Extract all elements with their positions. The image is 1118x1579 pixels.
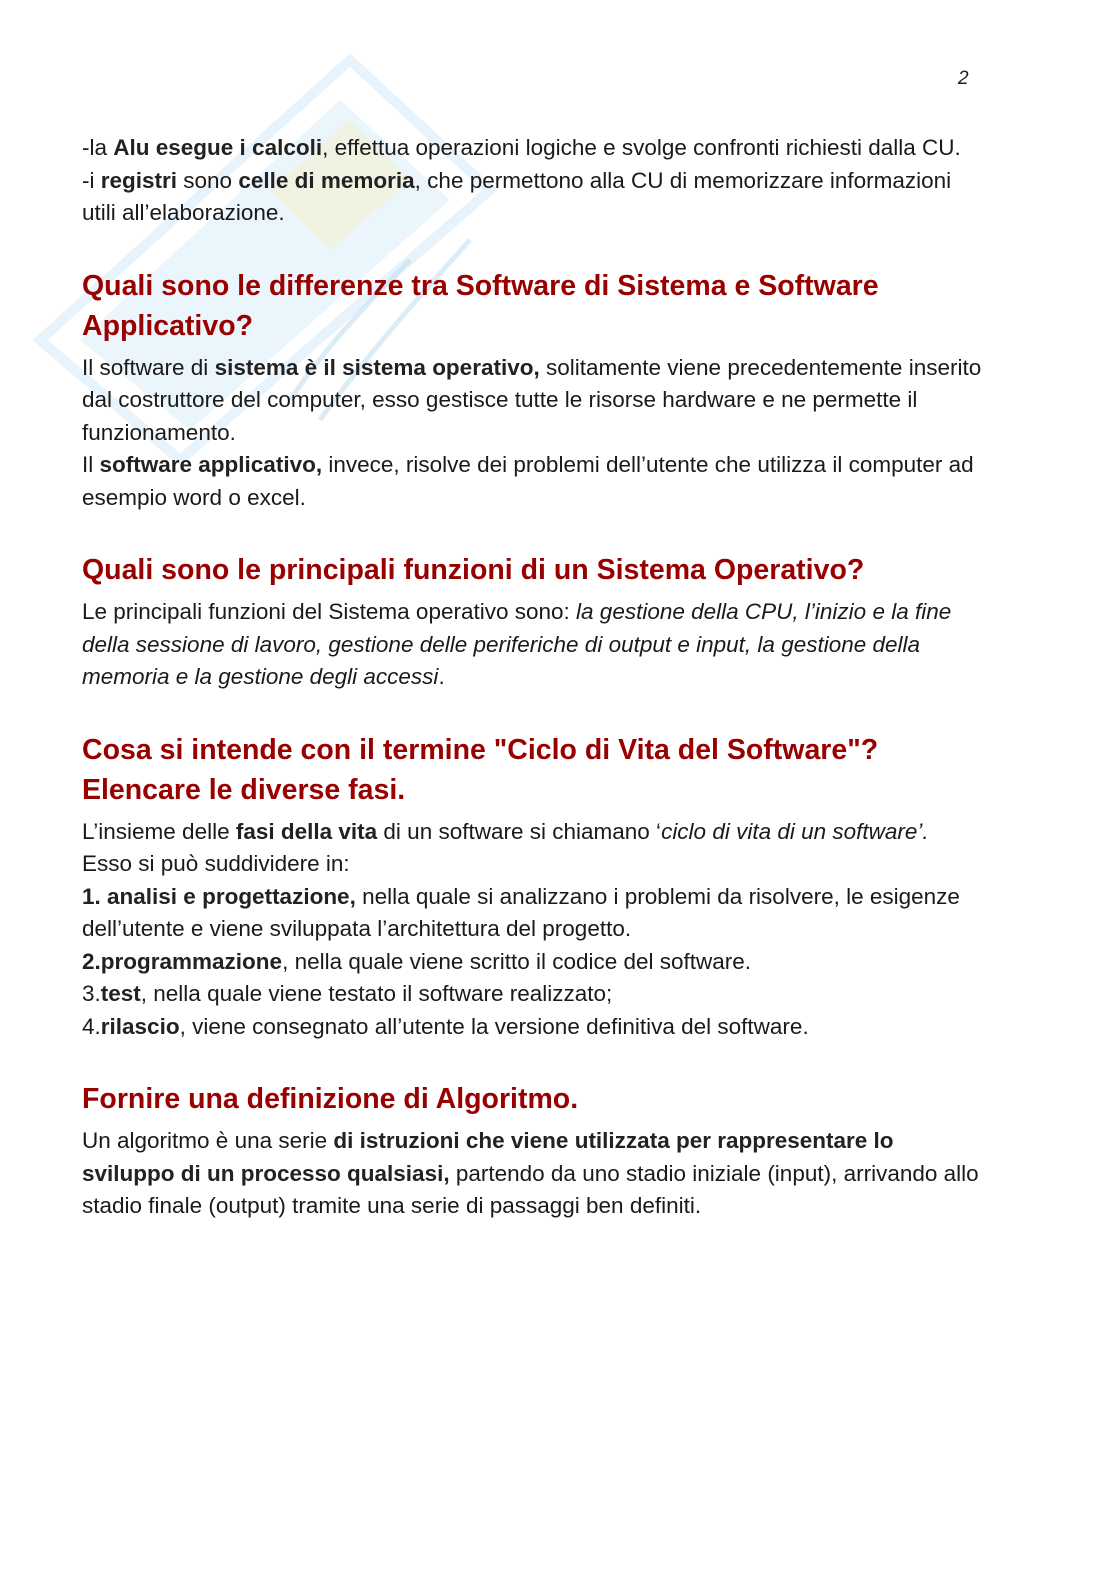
- list-item-rilascio: 4.rilascio, viene consegnato all’utente la versione definitiva del software.: [82, 1013, 809, 1039]
- list-item-analisi: 1. analisi e progettazione, nella quale si analizzano i problemi da risolvere, le esigenze dell’utente e viene sviluppata l’architettura del progetto.: [82, 883, 960, 941]
- list-item-test: 3.test, nella quale viene testato il software realizzato;: [82, 981, 613, 1006]
- heading-software-lifecycle: Cosa si intende con il termine "Ciclo di Vita del Software"? Elencare le diverse fasi.: [82, 733, 879, 806]
- heading-algorithm-definition: Fornire una definizione di Algoritmo.: [82, 1083, 579, 1115]
- paragraph-lifecycle-subdivide: Esso si può suddividere in:: [82, 851, 350, 876]
- page-number: 2: [958, 68, 969, 89]
- heading-software-differences: Quali sono le differenze tra Software di Sistema e Software Applicativo?: [82, 269, 879, 342]
- paragraph-alu: -la Alu esegue i calcoli, effettua operazioni logiche e svolge confronti richiesti dalla CU.: [82, 135, 961, 160]
- paragraph-software-applicativo: Il software applicativo, invece, risolve dei problemi dell’utente che utilizza il computer ad esempio word o excel.: [82, 452, 974, 510]
- list-item-programmazione: 2.programmazione, nella quale viene scritto il codice del software.: [82, 948, 752, 974]
- paragraph-software-sistema: Il software di sistema è il sistema operativo, solitamente viene precedentemente inserito dal costruttore del computer, esso gestisce tutte le risorse hardware e ne permette il funzionamento.: [82, 354, 982, 445]
- paragraph-lifecycle-intro: L’insieme delle fasi della vita di un software si chiamano ‘ciclo di vita di un software’.: [82, 818, 929, 844]
- paragraph-os-functions: Le principali funzioni del Sistema operativo sono: la gestione della CPU, l’inizio e la fine della sessione di lavoro, gestione delle periferiche di output e input, la gestione della memoria e la gestione degli accessi.: [82, 599, 952, 689]
- heading-os-functions: Quali sono le principali funzioni di un Sistema Operativo?: [82, 554, 865, 586]
- paragraph-algorithm: Un algoritmo è una serie di istruzioni che viene utilizzata per rappresentare lo sviluppo di un processo qualsiasi, partendo da uno stadio iniziale (input), arrivando allo stadio finale (output) tramite una serie di passaggi ben definiti.: [82, 1128, 979, 1218]
- paragraph-registri: -i registri sono celle di memoria, che permettono alla CU di memorizzare informazioni utili all’elaborazione.: [82, 167, 952, 225]
- document-body: [82, 132, 982, 1223]
